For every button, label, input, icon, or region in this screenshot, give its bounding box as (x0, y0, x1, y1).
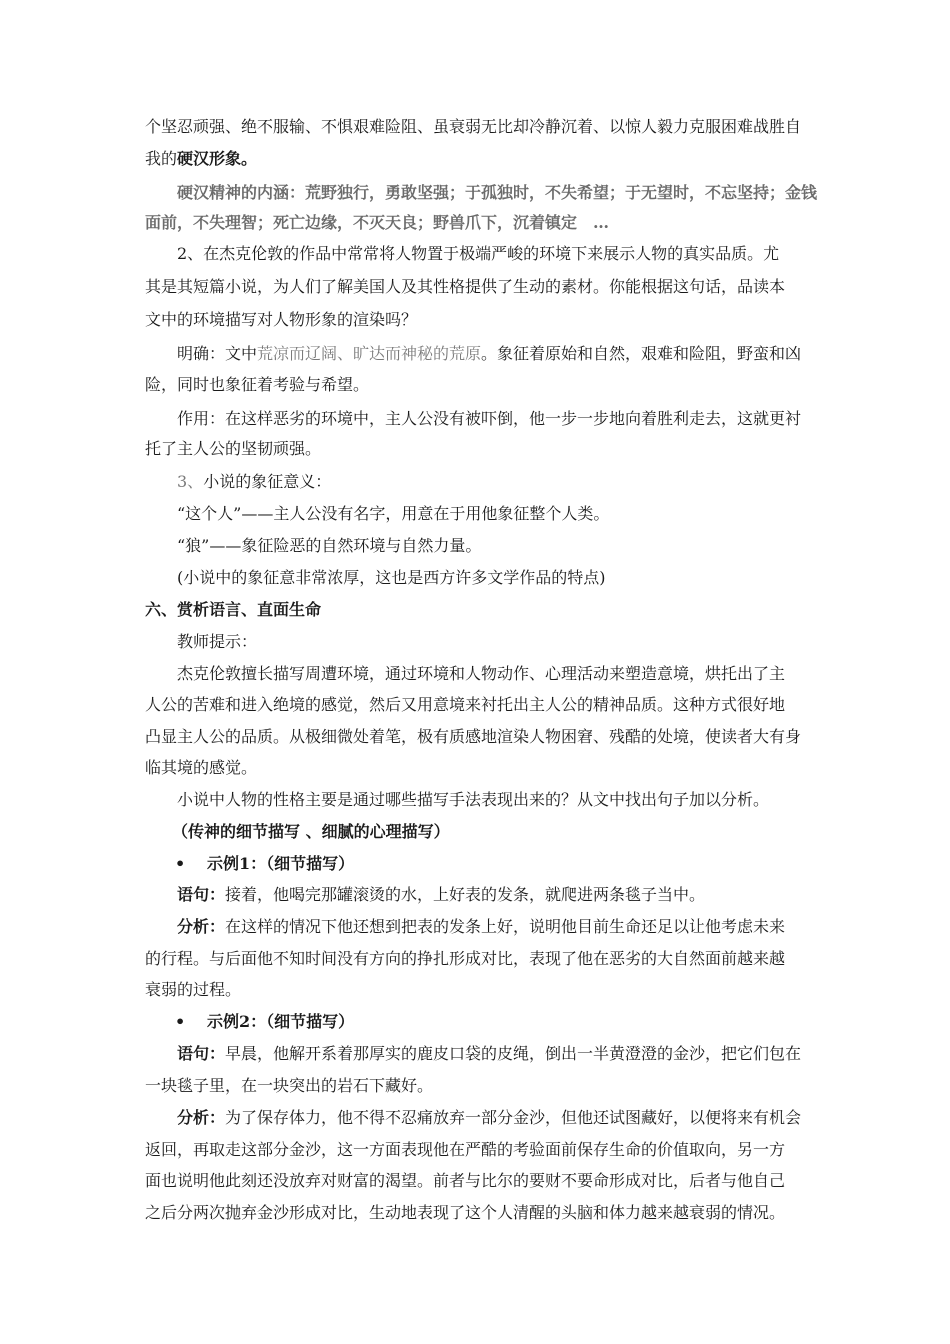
text-span: 接着，他喝完那罐滚烫的水，上好表的发条，就爬进两条毯子当中。 (225, 885, 706, 904)
text-span: 小说的象征意义： (203, 472, 332, 491)
question-2-line: 文中的环境描写对人物形象的渲染吗？ (145, 310, 418, 329)
example-1-analysis-line: 的行程。与后面他不知时间没有方向的挣扎形成对比，表现了他在恶劣的大自然面前越来越 (145, 949, 786, 968)
hint-line: 凸显主人公的品质。从极细微处着笔，极有质感地渲染人物困窘、残酷的处境，使读者大有身 (145, 727, 802, 746)
hint-line: 人公的苦难和进入绝境的感觉，然后又用意境来衬托出主人公的精神品质。这种方式很好地 (145, 695, 786, 714)
bullet-icon: • (175, 854, 186, 873)
hint-line: 临其境的感觉。 (145, 758, 258, 777)
example-2-analysis-line: 面也说明他此刻还没放弃对财富的渴望。前者与比尔的要财不要命形成对比，后者与他自己 (145, 1171, 786, 1190)
example-1-title (175, 853, 354, 875)
clarify-line (177, 343, 815, 365)
text-span: 早晨，他解开系着那厚实的鹿皮口袋的皮绳，倒出一半黄澄澄的金沙，把它们包在 (225, 1044, 802, 1063)
text-span: 。象征着原始和自然，艰难和险阻，野蛮和凶 (481, 344, 802, 363)
analysis-answer: （传神的细节描写 、细腻的心理描写） (172, 822, 450, 841)
spirit-line: 硬汉精神的内涵：荒野独行，勇敢坚强；于孤独时，不失希望；于无望时，不忘坚持；金钱 (177, 183, 818, 202)
text-span: 在这样的情况下他还想到把表的发条上好，说明他目前生命还足以让他考虑未来 (225, 917, 786, 936)
text-span: 示例1：（细节描写） (207, 854, 355, 873)
spirit-line: 面前，不失理智；死亡边缘，不灭天良；野兽爪下，沉着镇定 … (145, 213, 610, 232)
text-span: 明确：文中 (177, 344, 258, 363)
effect-line: 托了主人公的坚韧顽强。 (145, 439, 322, 458)
example-2-analysis-line: 返回，再取走这部分金沙，这一方面表现他在严酷的考验面前保存生命的价值取向，另一方 (145, 1140, 786, 1159)
section-heading: 六、赏析语言、直面生命 (145, 600, 322, 619)
example-2-sentence (177, 1043, 815, 1065)
analysis-question: 小说中人物的性格主要是通过哪些描写手法表现出来的？从文中找出句子加以分析。 (177, 790, 770, 809)
example-2-analysis-line: 之后分两次抛弃金沙形成对比，生动地表现了这个人清醒的头脑和体力越来越衰弱的情况。 (145, 1203, 786, 1222)
symbol-note: (小说中的象征意非常浓厚，这也是西方许多文学作品的特点) (177, 568, 606, 587)
hint-line: 杰克伦敦擅长描写周遭环境，通过环境和人物动作、心理活动来塑造意境，烘托出了主 (177, 664, 786, 683)
paragraph-line (145, 148, 815, 170)
example-2-analysis (177, 1107, 815, 1129)
example-1-analysis-line: 衰弱的过程。 (145, 980, 242, 999)
bullet-icon: • (175, 1012, 186, 1031)
symbol-person: “这个人”——主人公没有名字，用意在于用他象征整个人类。 (177, 504, 610, 523)
clarify-line: 险，同时也象征着考验与希望。 (145, 375, 370, 394)
question-2-line: 其是其短篇小说，为人们了解美国人及其性格提供了生动的素材。你能根据这句话，品读本 (145, 277, 786, 296)
symbol-wolf: “狼”——象征险恶的自然环境与自然力量。 (177, 536, 482, 555)
example-1-sentence (177, 884, 847, 906)
question-3-title (177, 471, 847, 493)
sentence-label: 语句： (177, 885, 226, 904)
analysis-label: 分析： (177, 917, 226, 936)
item-number: 3、 (177, 472, 204, 491)
text-span: 为了保存体力，他不得不忍痛放弃一部分金沙，但他还试图藏好，以便将来有机会 (225, 1108, 802, 1127)
question-2-line: 2、在杰克伦敦的作品中常常将人物置于极端严峻的环境下来展示人物的真实品质。尤 (177, 244, 780, 263)
tough-guy-image-term: 硬汉形象。 (177, 149, 258, 168)
example-2-sentence-line: 一块毯子里，在一块突出的岩石下藏好。 (145, 1076, 434, 1095)
example-1-analysis (177, 916, 815, 938)
sentence-label: 语句： (177, 1044, 226, 1063)
paragraph-line: 个坚忍顽强、绝不服输、不惧艰难险阻、虽衰弱无比却冷静沉着、以惊人毅力克服困难战胜自 (145, 117, 802, 136)
highlight-text: 荒凉而辽阔、旷达而神秘的荒原 (257, 344, 482, 363)
text-span: 我的 (145, 149, 178, 168)
effect-line: 作用：在这样恶劣的环境中，主人公没有被吓倒，他一步一步地向着胜利走去，这就更衬 (177, 409, 802, 428)
analysis-label: 分析： (177, 1108, 226, 1127)
example-2-title (175, 1011, 354, 1033)
text-span: 示例2：（细节描写） (207, 1012, 355, 1031)
teacher-hint-label: 教师提示： (177, 632, 258, 651)
